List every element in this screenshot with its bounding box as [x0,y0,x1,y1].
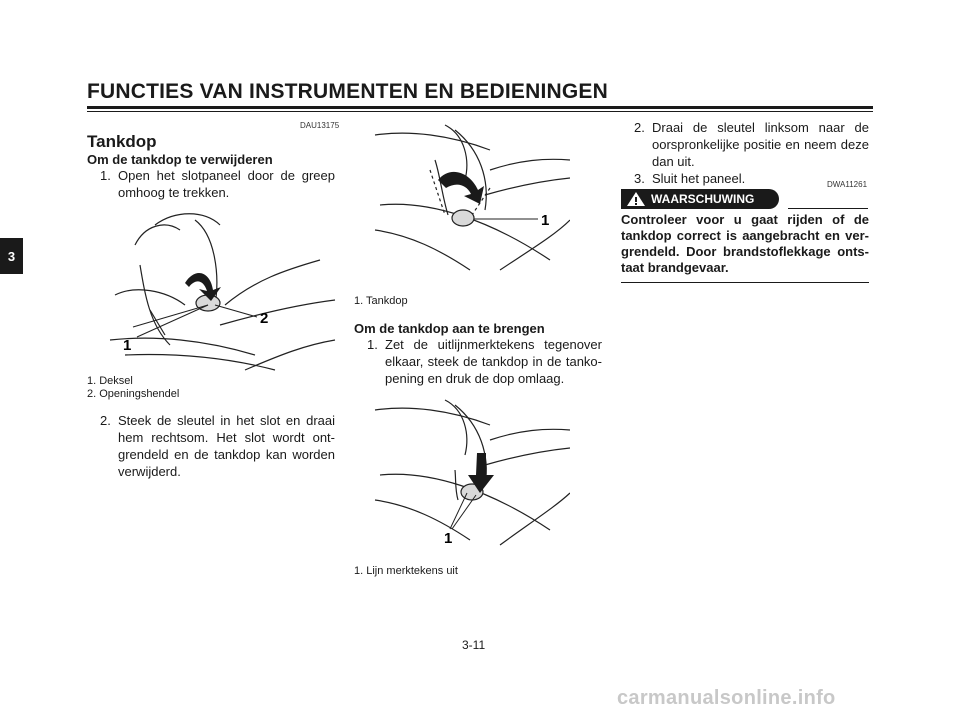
step-number: 1. [367,337,378,352]
step-number: 2. [100,413,111,428]
step-number: 3. [634,171,645,186]
step-text: Sluit het paneel. [652,171,746,186]
watermark: carmanualsonline.info [617,687,836,709]
step-text: Steek de sleutel in het slot en draai hem rechtsom. Het slot wordt ont-grendeld en de tankdop kan worden verwijderd. [118,413,335,479]
step-number: 2. [634,120,645,135]
install-step-2 [634,119,869,170]
install-step-1 [367,336,602,387]
figure-lid-lever [95,205,340,375]
section-code: DAU13175 [300,121,340,130]
page-number: 3-11 [462,638,486,652]
step-text: Open het slotpaneel door de greep omhoog te trekken. [118,168,335,200]
step-text: Zet de uitlijnmerktekens tegenover elkaar, steek de tankdop in de tanko-pening en druk de dop omlaag. [385,337,602,386]
warning-rule-bottom [621,282,869,283]
chapter-tab: 3 [0,238,23,274]
caption-alignment: 1. Lijn merktekens uit [354,565,458,577]
section-title: Tankdop [87,132,157,151]
header-rule-thick [87,106,873,109]
step-text: Draai de sleutel linksom naar de oorspronkelijke positie en neem deze dan uit. [652,120,869,169]
step-number: 1. [100,168,111,183]
caption-tank-cap: 1. Tankdop [354,295,408,307]
remove-step-2 [100,412,335,480]
warning-rule-top [788,208,868,209]
caption-lever: 2. Openingshendel [87,388,180,400]
figure-alignment-marks [370,395,570,555]
warning-triangle-icon [621,189,651,209]
warning-label: WAARSCHUWING [651,192,755,206]
fig-label-alignment: 1 [444,530,453,547]
warning-code: DWA11261 [827,180,868,189]
warning-badge [621,189,779,209]
fig-label-lever: 2 [260,310,269,327]
fig-label-tank-cap: 1 [541,212,550,229]
page-header-title: FUNCTIES VAN INSTRUMENTEN EN BEDIENINGEN [87,80,608,103]
install-subtitle: Om de tankdop aan te brengen [354,321,545,336]
header-rule-thin [87,111,873,112]
figure-tank-cap [370,120,570,280]
remove-step-1 [100,167,335,201]
fig-label-lid: 1 [123,337,132,354]
caption-lid: 1. Deksel [87,375,133,387]
warning-text: Controleer voor u gaat rijden of de tankdop correct is aangebracht en ver-grendeld. Door brandstoflekkage onts-taat brandgevaar. [621,212,869,275]
remove-subtitle: Om de tankdop te verwijderen [87,152,273,167]
